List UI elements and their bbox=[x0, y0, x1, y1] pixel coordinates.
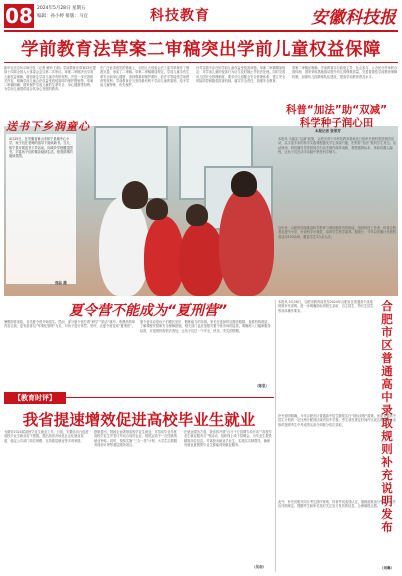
lead-headline: 学前教育法草案二审稿突出学前儿童权益保障 bbox=[21, 40, 381, 60]
employment-body-1: 为做好2024届高校毕业生就业工作，日前，安徽省出台促进高校毕业生就业若干措施，提出拓宽市场化社会化就业渠道、稳定公共部门岗位规模、支持基层就业等多项举措。 bbox=[4, 430, 89, 443]
enrollment-body-1: 本报讯 5月28日，合肥市教育局发布2024年合肥市区普通高中录取规则补充说明，进一步明确指标到校生录取、自主招生、特长生招生等具体操作要求。 bbox=[278, 300, 374, 313]
enrollment-body-3: 此外，补充说明对同分考生排序规则、体育考试成绩认定、照顾政策加分等事项也作出详细规定，提醒考生和家长及时关注官方发布的信息，合理填报志愿。 bbox=[278, 500, 396, 509]
page-number: 08 bbox=[5, 4, 33, 28]
lead-column-2: 在广泛征求意见的基础上，全国人大常委会法工委对草案作了修改完善，形成了二审稿。草案二审稿增加规定，学前儿童享有生命安全和身心健康、得到尊重和保护照料、依法平等接受学前教育等权利；学前教育应当坚持最有利于学前儿童的原则，给予学前儿童特殊、优先保护。 bbox=[100, 66, 190, 88]
section-title: 科技教育 bbox=[150, 8, 210, 24]
science-body-2: 近年来，合肥市持续推进科学教育与课后服务有效衔接，组织科技工作者、科普志愿者走进中小学，开设科学小课堂，培育学生科学素养。据统计，今年以来累计开展科普活动120余场，覆盖学生3万余人次。 bbox=[278, 226, 396, 239]
lead-column-4: 草案二审稿还明确，学前教育实行政府主导、社会参与、公办民办并举的办园体制，国家采取措施推动提升幼儿园保教质量，完善普惠性学前教育保障机制，加强幼儿园教师队伍建设，提高学前教育普及水平。 bbox=[292, 66, 398, 79]
summer-title: 夏令营不能成为“夏刑营” bbox=[68, 303, 228, 319]
lead-column-3: 针对实践中存在的学前儿童权益受侵害问题，草案二审稿增加规定：对学前儿童的侵害行为应当及时制止并依法处理。同时完善幼儿园安全管理制度，要求幼儿园健全安全管理体系，建立安全风险防控和隐患排查机制，落实安全责任，加强安全教育。 bbox=[196, 66, 286, 83]
header-divider bbox=[4, 30, 398, 32]
issue-date: 2024年5月28日 星期五 bbox=[37, 6, 86, 11]
enrollment-author: （刘琳） bbox=[380, 566, 394, 570]
science-author: 本报记者 张翠芳 bbox=[315, 129, 341, 133]
headline-divider bbox=[4, 62, 398, 63]
summer-body-2: 夏令营本应是孩子们增长见识、锻炼能力的乐园。家长在选择时应擅亮眼睛，查看机构资质，了解课程安排和安全保障措施。相关部门也应加强对夏令营市场的监管，明确准入门槛和服务标准，对违规机构依法查处，让孩子们过一个安全、快乐、充实的假期。 bbox=[140, 320, 271, 333]
column-divider bbox=[275, 300, 276, 572]
employment-body-2: 措施提出，鼓励企业吸纳高校毕业生就业，对招用毕业年度高校毕业生并签订劳动合同的企业，按规定给予一次性吸纳就业补贴。同时，持续实施“三支一扶”计划、大学生志愿服务西部计划等基层服务项目。 bbox=[94, 430, 177, 447]
enrollment-title: 合肥市区普通高中录取规则补充说明发布 bbox=[381, 299, 393, 534]
newspaper-logo: 安徽科技报 bbox=[311, 8, 396, 28]
employment-body-3: 在就业服务方面，我省将开展“百日千万招聘专项行动”“高校毕业生就业服务月”等活动，组织线上线下招聘会，为毕业生提供精准岗位信息。对离校未就业毕业生，实施实名制帮扶，确保有就业意愿的毕业生都能得到就业服务。 bbox=[184, 430, 272, 447]
lead-column-1: 新华社北京5月28日电（记者 黄帅 白阳）学前教育法草案28日提请十四届全国人大常委会会议第二次审议。草案二审稿突出学前儿童权益保障，增加规定学前儿童享有的权利，并进一步完善相关内容，明确学前儿童合法权益受到侵害时的保护措施等。草案二审稿明确：国家保护学前儿童的生命安全、身心健康等权利，为学前儿童提供适合其身心发展的教育。 bbox=[4, 66, 96, 92]
review-tag: 【教育时评】 bbox=[4, 392, 66, 404]
employment-title: 我省提速增效促进高校毕业生就业 bbox=[22, 411, 256, 429]
summer-author: （陈思） bbox=[255, 384, 269, 388]
science-body-1: 本报讯 为落实“双减”政策，合肥市青少年科技教育基地近日组织开展科普进校园活动，以丰富多彩的科学实践课程激发学生探索兴趣，把科普“加法”做到学生身边。活动现场，科技辅导员带领同学们动手制作简易电路、观察植物标本、体验机器人编程，让孩子们在动手动脑中感受科学魅力。 bbox=[278, 137, 397, 154]
science-subtitle: 科学种子润心田 bbox=[299, 117, 374, 129]
summer-body-1: 暑假即将来临，各类夏令营开始招生。然而，部分夏令营打着“研学”“励志”旗号，收费高昂却内容空洞，更有甚者以“军事化管理”为名，对孩子进行体罚、恐吓，让夏令营变成“夏刑营”。 bbox=[4, 320, 135, 329]
editor-credit: 编辑：孙小婷 排版：马宜 bbox=[37, 14, 88, 19]
review-divider bbox=[66, 397, 274, 398]
photo-credit: 郑品 摄 bbox=[55, 281, 67, 285]
photo-caption: 4月25日，在安徽省黄山市休宁县城中心小学，孩子们在老师的指导下阅读新书。当天，休宁县开展送书下乡活动，向城乡学校赠送图书，丰富孩子们的课余阅读生活，营造浓厚的阅读氛围。 bbox=[9, 137, 73, 159]
science-title: 科普“加法”助“双减” bbox=[285, 104, 388, 116]
employment-author: （吴羽） bbox=[252, 565, 266, 569]
enrollment-body-2: 补充说明明确，今年合肥市区普通高中招生继续实行“指标到校”政策，优质普通高中招生计划的一定比例分配到区域内初中学校。考生须在规定时间内完成志愿填报，录取时按照考生中考成绩从高分到低分依次录取。 bbox=[278, 414, 397, 427]
photo-title: 送书下乡润童心 bbox=[6, 120, 90, 133]
